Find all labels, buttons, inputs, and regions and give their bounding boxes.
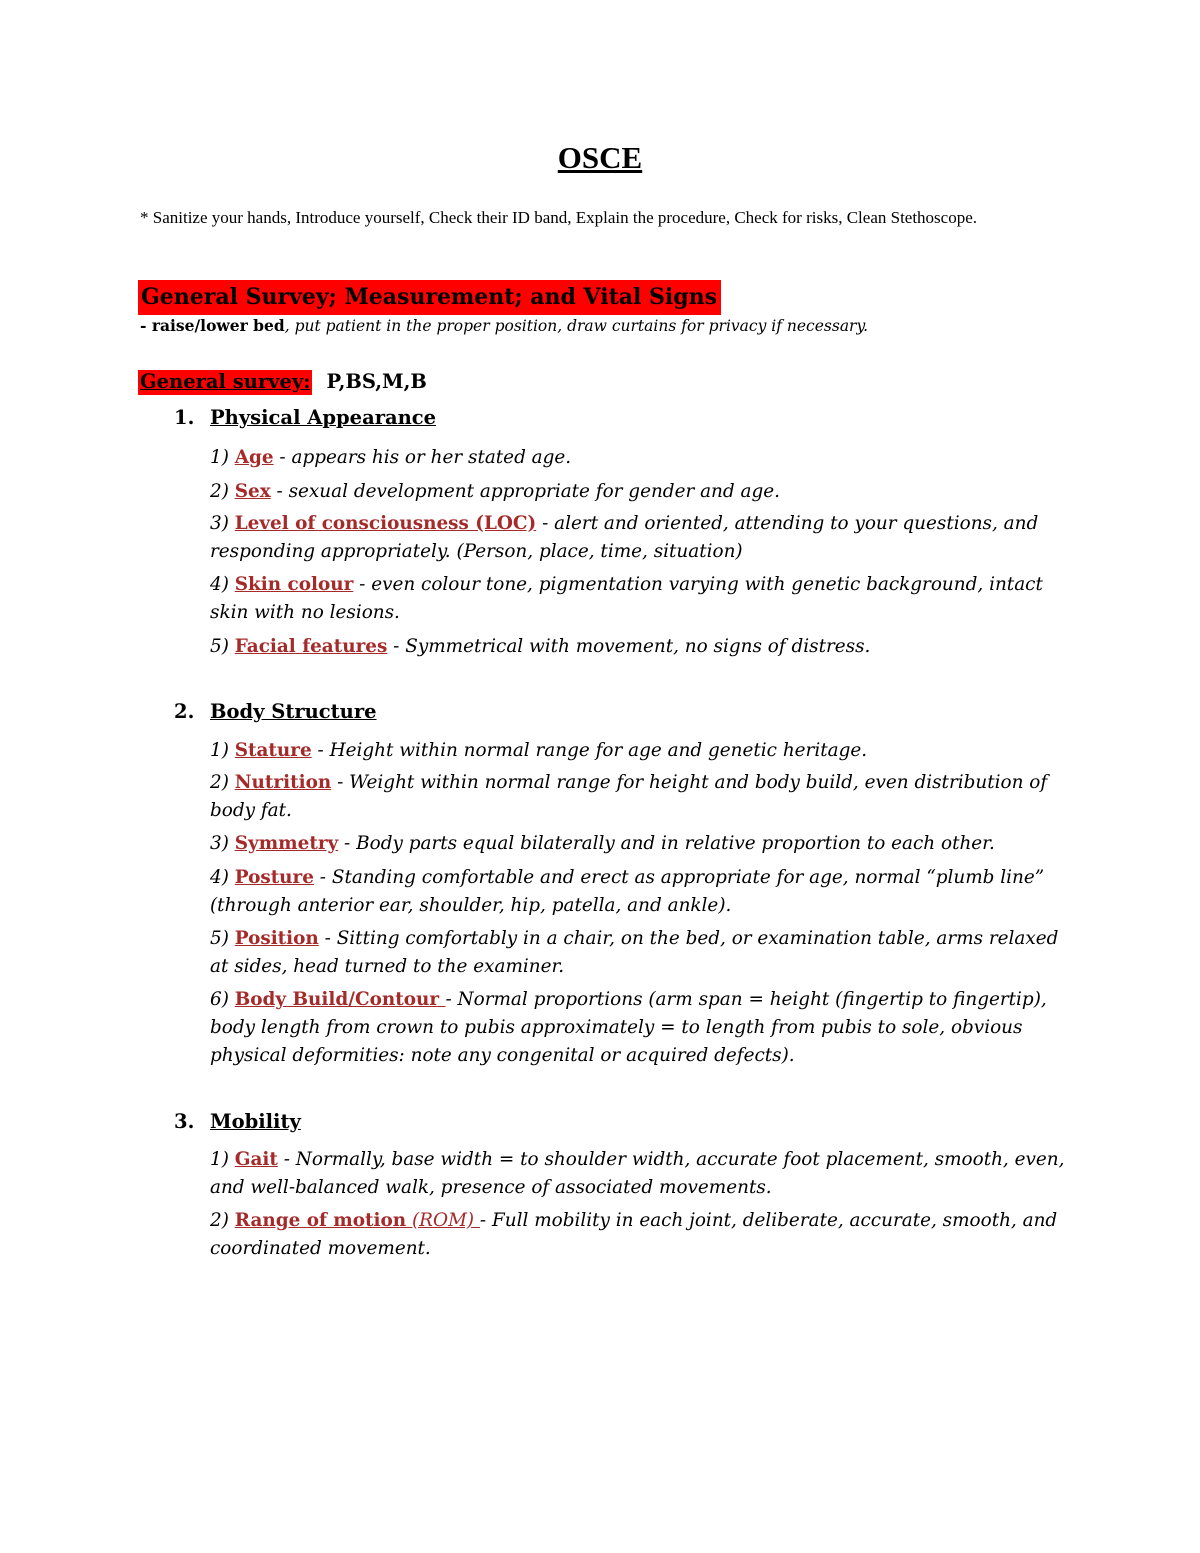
general-survey-code: P,BS,M,B [326,370,427,393]
item-term: Symmetry [234,833,339,854]
list-item [210,633,1070,661]
item-term: Range of motion [234,1210,407,1231]
group-name: Mobility [210,1110,301,1133]
item-term: Age [234,447,274,468]
group-number: 1. [174,406,195,429]
item-term: Facial features [234,636,388,657]
item-number: 5) [210,636,235,657]
section-note-bold: - raise/lower bed [140,316,285,335]
item-text: - sexual development appropriate for gender and age. [270,481,780,502]
item-number: 3) [210,833,235,854]
group-number: 3. [174,1110,195,1133]
item-number: 2) [210,481,235,502]
item-number: 2) [210,1210,235,1231]
item-number: 2) [210,772,235,793]
item-number: 5) [210,928,235,949]
item-text: - Sitting comfortably in a chair, on the bed, or examination table, arms relaxed at sides, head turned to the examiner. [210,928,1059,977]
group-heading [174,700,377,723]
item-text: - Normal proportions (arm span = height (fingertip to fingertip), body length from crown to pubis approximately = to length from pubis to sole, obvious physical deformities: note any congenital or acquired defects). [210,989,1047,1066]
section-heading: General Survey; Measurement; and Vital Signs [138,280,721,315]
item-text: - Weight within normal range for height and body build, even distribution of body fat. [210,772,1048,821]
item-text: - alert and oriented, attending to your questions, and responding appropriately. (Person, place, time, situation) [210,513,1039,562]
item-number: 4) [210,867,235,888]
item-text: - Height within normal range for age and genetic heritage. [311,740,868,761]
item-text: - Full mobility in each joint, deliberate, accurate, smooth, and coordinated movement. [210,1210,1058,1259]
list-item [210,1207,1070,1263]
item-term: Skin colour [234,574,354,595]
section-note-italic: , put patient in the proper position, draw curtains for privacy if necessary. [284,317,869,335]
item-text: - Body parts equal bilaterally and in relative proportion to each other. [338,833,995,854]
list-item [210,830,1070,858]
list-item [210,478,1070,506]
list-item [210,510,1070,566]
item-term: Position [234,928,319,949]
section-note [140,315,868,337]
item-number: 3) [210,513,235,534]
item-text: - even colour tone, pigmentation varying with genetic background, intact skin with no lesions. [210,574,1043,623]
item-term-abbrev: (ROM) [406,1210,480,1231]
item-text: - Standing comfortable and erect as appropriate for age, normal “plumb line” (through anterior ear, shoulder, hip, patella, and ankle). [210,867,1045,916]
group-heading [174,1110,301,1133]
item-term: Stature [234,740,312,761]
item-term: Posture [234,867,314,888]
item-term: Level of consciousness (LOC) [234,513,537,534]
group-name: Body Structure [210,700,377,723]
item-text: - Symmetrical with movement, no signs of distress. [387,636,871,657]
list-item [210,571,1070,627]
group-name: Physical Appearance [210,406,437,429]
item-term: Nutrition [234,772,332,793]
page-title: OSCE [557,140,643,175]
general-survey-line [138,370,427,393]
list-item [210,1146,1070,1202]
list-item [210,737,1070,765]
item-number: 1) [210,740,235,761]
item-term: Body Build/Contour [234,989,446,1010]
list-item [210,444,1070,472]
list-item [210,925,1070,981]
item-term: Gait [234,1149,278,1170]
group-heading [174,406,436,429]
list-item [210,986,1070,1070]
intro-text: * Sanitize your hands, Introduce yourself, Check their ID band, Explain the procedure, Check for risks, Clean Stethoscope. [140,208,978,227]
item-text: - Normally, base width = to shoulder width, accurate foot placement, smooth, even, and well-balanced walk, presence of associated movements. [210,1149,1065,1198]
item-number: 1) [210,1149,235,1170]
item-term: Sex [234,481,271,502]
item-number: 1) [210,447,235,468]
item-number: 4) [210,574,235,595]
list-item [210,769,1070,825]
item-number: 6) [210,989,235,1010]
list-item [210,864,1070,920]
item-text: - appears his or her stated age. [273,447,572,468]
general-survey-label: General survey: [140,370,311,393]
group-number: 2. [174,700,195,723]
